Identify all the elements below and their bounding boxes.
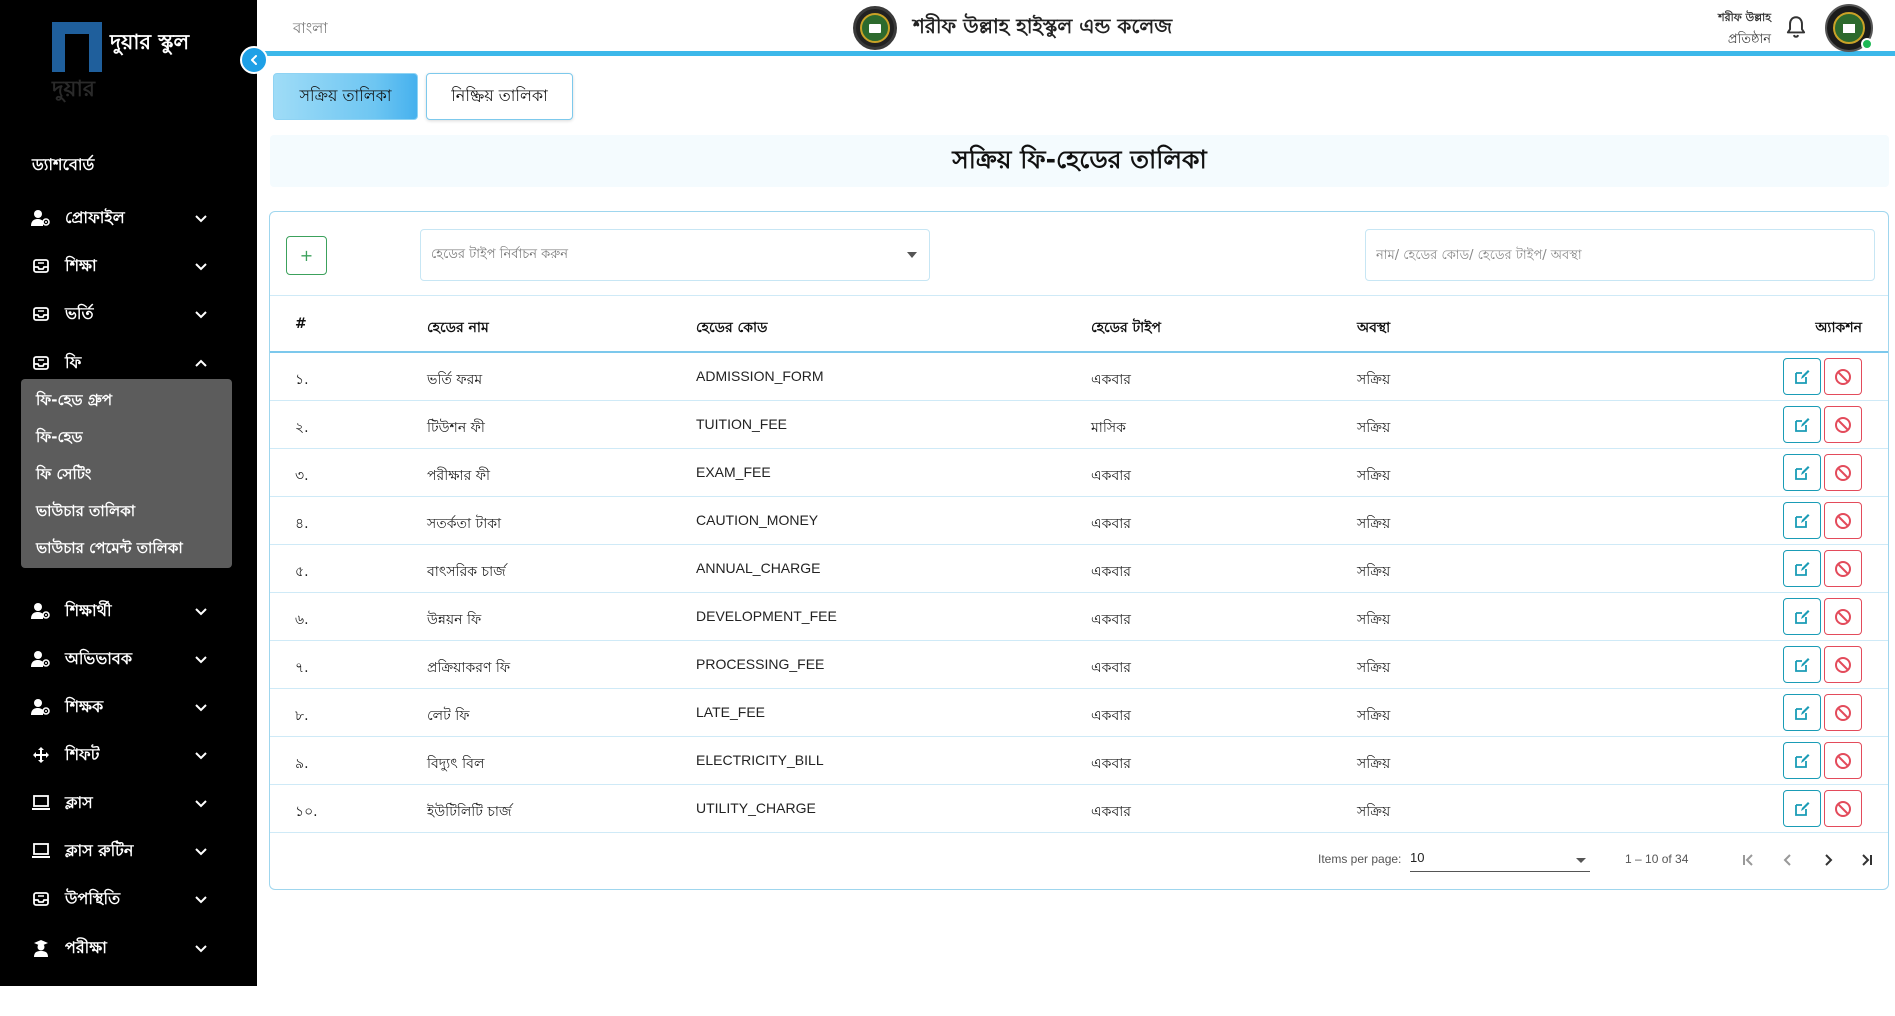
sidebar-collapse-button[interactable]	[240, 46, 268, 74]
edit-icon	[1793, 560, 1811, 578]
chevron-down-icon	[193, 699, 209, 715]
chevron-down-icon	[193, 940, 209, 956]
laptop-icon	[29, 840, 53, 862]
user-gear-icon	[29, 696, 53, 718]
table-row	[270, 545, 1888, 593]
table-row	[270, 449, 1888, 497]
deactivate-button[interactable]	[1824, 550, 1862, 587]
submenu-fee-head[interactable]: ফি-হেড	[36, 428, 83, 446]
row-head-type: একবার	[1091, 660, 1131, 676]
chevron-down-icon	[193, 210, 209, 226]
col-header-type: হেডের টাইপ	[1091, 320, 1162, 336]
sidebar-item-label: ভর্তি	[65, 303, 94, 323]
submenu-voucher-list[interactable]: ভাউচার তালিকা	[36, 502, 136, 520]
row-head-code: LATE_FEE	[696, 704, 765, 720]
head-type-select-placeholder: হেডের টাইপ নির্বাচন করুন	[431, 246, 568, 262]
sidebar-item-5[interactable]	[0, 639, 257, 679]
user-role: প্রতিষ্ঠান	[1727, 32, 1771, 47]
deactivate-button[interactable]	[1824, 358, 1862, 395]
chevron-down-icon	[193, 747, 209, 763]
page-title-banner	[270, 135, 1889, 187]
items-per-page-select[interactable]	[1410, 850, 1590, 872]
col-header-name: হেডের নাম	[427, 320, 489, 336]
first-page-icon	[1739, 851, 1757, 869]
chevron-down-icon	[193, 843, 209, 859]
tab-inactive-list[interactable]: নিষ্ক্রিয় তালিকা	[426, 73, 573, 120]
head-type-select[interactable]	[420, 229, 930, 281]
row-number: ২.	[295, 420, 309, 436]
row-head-name: উন্নয়ন ফি	[427, 612, 482, 628]
submenu-fee-setting[interactable]: ফি সেটিং	[36, 465, 92, 483]
chevron-left-icon	[1779, 851, 1797, 869]
row-head-name: বিদ্যুৎ বিল	[427, 756, 485, 772]
row-number: ১০.	[295, 804, 318, 820]
edit-button[interactable]	[1783, 358, 1821, 395]
sidebar-item-12[interactable]	[0, 976, 257, 1016]
row-number: ৮.	[295, 708, 309, 724]
edit-icon	[1793, 368, 1811, 386]
sidebar-item-7[interactable]	[0, 735, 257, 775]
deactivate-button[interactable]	[1824, 406, 1862, 443]
fee-submenu	[21, 379, 232, 568]
edit-icon	[1793, 800, 1811, 818]
ban-icon	[1834, 416, 1852, 434]
row-head-code: ELECTRICITY_BILL	[696, 752, 824, 768]
top-header	[257, 0, 1895, 56]
row-head-type: একবার	[1091, 564, 1131, 580]
sidebar-item-8[interactable]	[0, 783, 257, 823]
inbox-icon	[29, 255, 53, 277]
row-head-name: ভর্তি ফরম	[427, 372, 483, 388]
sidebar-item-0[interactable]	[0, 198, 257, 238]
row-head-type: একবার	[1091, 612, 1131, 628]
row-head-code: ANNUAL_CHARGE	[696, 560, 821, 576]
ban-icon	[1834, 656, 1852, 674]
dropdown-caret-icon	[1576, 858, 1586, 863]
chevron-up-icon	[193, 355, 209, 371]
sidebar-item-10[interactable]	[0, 879, 257, 919]
row-head-name: বাৎসরিক চার্জ	[427, 564, 506, 580]
add-fee-head-button[interactable]: +	[286, 236, 327, 275]
sidebar-item-label: শিফট	[65, 744, 100, 764]
submenu-voucher-payment-list[interactable]: ভাউচার পেমেন্ট তালিকা	[36, 539, 183, 557]
row-head-name: সতর্কতা টাকা	[427, 516, 502, 532]
col-header-code: হেডের কোড	[696, 320, 768, 336]
row-head-code: PROCESSING_FEE	[696, 656, 825, 672]
row-head-type: একবার	[1091, 756, 1131, 772]
user-info	[1718, 9, 1771, 51]
deactivate-button[interactable]	[1824, 454, 1862, 491]
inbox-icon	[29, 352, 53, 374]
school-name: শরীফ উল্লাহ হাইস্কুল এন্ড কলেজ	[913, 13, 1173, 38]
edit-button[interactable]	[1783, 598, 1821, 635]
sidebar-item-11[interactable]	[0, 928, 257, 968]
first-page-button[interactable]	[1735, 847, 1761, 873]
table-row	[270, 785, 1888, 833]
sidebar-item-2[interactable]	[0, 294, 257, 334]
filter-bar	[270, 212, 1888, 296]
row-head-code: TUITION_FEE	[696, 416, 788, 432]
edit-button[interactable]	[1783, 694, 1821, 731]
col-header-action: অ্যাকশন	[1815, 320, 1862, 336]
deactivate-button[interactable]	[1824, 502, 1862, 539]
items-per-page-value: 10	[1410, 850, 1425, 865]
edit-button[interactable]	[1783, 406, 1821, 443]
ban-icon	[1834, 464, 1852, 482]
chevron-down-icon	[193, 651, 209, 667]
row-status: সক্রিয়	[1357, 468, 1391, 484]
sidebar-item-6[interactable]	[0, 687, 257, 727]
sidebar-item-label: উপস্থিতি	[65, 888, 121, 908]
table-header	[270, 296, 1888, 353]
user-gear-icon	[29, 600, 53, 622]
language-toggle[interactable]: বাংলা	[293, 19, 328, 37]
chevron-down-icon	[193, 306, 209, 322]
edit-icon	[1793, 608, 1811, 626]
edit-button[interactable]	[1783, 790, 1821, 827]
sidebar-item-1[interactable]	[0, 246, 257, 286]
row-number: ৭.	[295, 660, 309, 676]
row-head-name: প্রক্রিয়াকরণ ফি	[427, 660, 511, 676]
inbox-icon	[29, 303, 53, 325]
row-head-code: EXAM_FEE	[696, 464, 771, 480]
sidebar-item-label: শিক্ষার্থী	[65, 600, 112, 620]
edit-button[interactable]	[1783, 502, 1821, 539]
row-status: সক্রিয়	[1357, 612, 1391, 628]
deactivate-button[interactable]	[1824, 790, 1862, 827]
ban-icon	[1834, 368, 1852, 386]
chevron-down-icon	[193, 795, 209, 811]
graduate-icon	[29, 985, 53, 1007]
row-head-code: UTILITY_CHARGE	[696, 800, 816, 816]
school-logo-icon	[853, 6, 897, 50]
row-head-type: একবার	[1091, 372, 1131, 388]
deactivate-button[interactable]	[1824, 694, 1862, 731]
row-status: সক্রিয়	[1357, 516, 1391, 532]
sidebar-item-label: শিক্ষা	[65, 255, 97, 275]
sidebar-item-9[interactable]	[0, 831, 257, 871]
last-page-button[interactable]	[1854, 847, 1880, 873]
edit-button[interactable]	[1783, 742, 1821, 779]
row-head-type: একবার	[1091, 804, 1131, 820]
table-row	[270, 353, 1888, 401]
table-row	[270, 593, 1888, 641]
search-input[interactable]	[1366, 230, 1874, 280]
edit-icon	[1793, 752, 1811, 770]
user-gear-icon	[29, 207, 53, 229]
sidebar-item-label: পরীক্ষা	[65, 937, 107, 957]
row-head-type: একবার	[1091, 468, 1131, 484]
chevron-down-icon	[193, 258, 209, 274]
dropdown-caret-icon	[907, 252, 917, 258]
row-status: সক্রিয়	[1357, 372, 1391, 388]
brand-ghost-text: দুয়ার	[52, 77, 95, 102]
edit-icon	[1793, 512, 1811, 530]
sidebar-item-4[interactable]	[0, 591, 257, 631]
row-number: ৫.	[295, 564, 309, 580]
paginator	[270, 833, 1888, 889]
chevron-right-icon	[1819, 851, 1837, 869]
row-head-type: মাসিক	[1091, 420, 1126, 436]
notification-bell-icon[interactable]	[1783, 14, 1809, 40]
search-field[interactable]	[1365, 229, 1875, 281]
edit-button[interactable]	[1783, 646, 1821, 683]
brand-name: দুয়ার স্কুল	[110, 30, 190, 54]
sidebar-item-label: প্রোফাইল	[65, 207, 125, 227]
table-row	[270, 401, 1888, 449]
online-status-dot	[1861, 38, 1873, 50]
sidebar-item-3[interactable]	[0, 343, 257, 383]
row-status: সক্রিয়	[1357, 420, 1391, 436]
row-status: সক্রিয়	[1357, 756, 1391, 772]
items-per-page-label: Items per page:	[1318, 852, 1402, 866]
row-status: সক্রিয়	[1357, 708, 1391, 724]
row-number: ৩.	[295, 468, 309, 484]
ban-icon	[1834, 608, 1852, 626]
ban-icon	[1834, 800, 1852, 818]
school-title	[853, 6, 1172, 50]
edit-icon	[1793, 464, 1811, 482]
sidebar-item-label: ক্লাস রুটিন	[65, 840, 134, 860]
row-head-code: ADMISSION_FORM	[696, 368, 824, 384]
row-head-name: টিউশন ফী	[427, 420, 485, 436]
inbox-icon	[29, 888, 53, 910]
sidebar-item-label: ফি	[65, 352, 82, 372]
laptop-icon	[29, 792, 53, 814]
chevron-down-icon	[193, 988, 209, 1004]
row-number: ৬.	[295, 612, 309, 628]
row-status: সক্রিয়	[1357, 660, 1391, 676]
col-header-number: #	[295, 316, 307, 332]
row-head-name: পরীক্ষার ফী	[427, 468, 490, 484]
table-row	[270, 641, 1888, 689]
sidebar-item-label: শিক্ষক	[65, 696, 104, 716]
sidebar-item-dashboard[interactable]: ড্যাশবোর্ড	[32, 155, 95, 174]
edit-icon	[1793, 704, 1811, 722]
table-row	[270, 689, 1888, 737]
edit-button[interactable]	[1783, 550, 1821, 587]
chevron-down-icon	[193, 891, 209, 907]
submenu-fee-head-group[interactable]: ফি-হেড গ্রুপ	[36, 391, 113, 409]
row-number: ৯.	[295, 756, 309, 772]
row-status: সক্রিয়	[1357, 804, 1391, 820]
next-page-button[interactable]	[1815, 847, 1841, 873]
row-head-code: CAUTION_MONEY	[696, 512, 819, 528]
sidebar-item-label: অভিভাবক	[65, 648, 133, 668]
user-name: শরীফ উল্লাহ	[1718, 11, 1771, 24]
col-header-status: অবস্থা	[1357, 320, 1391, 336]
sidebar-item-label: ফলাফল	[65, 985, 117, 1005]
row-head-type: একবার	[1091, 516, 1131, 532]
deactivate-button[interactable]	[1824, 646, 1862, 683]
sidebar	[0, 0, 257, 1005]
brand-logo-icon	[52, 22, 102, 72]
ban-icon	[1834, 512, 1852, 530]
deactivate-button[interactable]	[1824, 598, 1862, 635]
fee-head-table-card	[269, 211, 1889, 890]
deactivate-button[interactable]	[1824, 742, 1862, 779]
row-status: সক্রিয়	[1357, 564, 1391, 580]
table-row	[270, 497, 1888, 545]
row-number: ৪.	[295, 516, 309, 532]
brand[interactable]	[52, 22, 189, 72]
page-range: 1 – 10 of 34	[1625, 852, 1689, 866]
edit-icon	[1793, 656, 1811, 674]
ban-icon	[1834, 704, 1852, 722]
ban-icon	[1834, 752, 1852, 770]
tab-active-list[interactable]: সক্রিয় তালিকা	[273, 73, 418, 120]
ban-icon	[1834, 560, 1852, 578]
row-head-name: ইউটিলিটি চার্জ	[427, 804, 512, 820]
chevron-down-icon	[193, 603, 209, 619]
edit-icon	[1793, 416, 1811, 434]
row-head-code: DEVELOPMENT_FEE	[696, 608, 837, 624]
table-row	[270, 737, 1888, 785]
edit-button[interactable]	[1783, 454, 1821, 491]
move-icon	[29, 744, 53, 766]
user-gear-icon	[29, 648, 53, 670]
chevron-left-icon	[248, 54, 260, 66]
last-page-icon	[1858, 851, 1876, 869]
previous-page-button[interactable]	[1775, 847, 1801, 873]
sidebar-item-label: ক্লাস	[65, 792, 93, 812]
row-head-type: একবার	[1091, 708, 1131, 724]
graduate-icon	[29, 937, 53, 959]
row-number: ১.	[295, 372, 309, 388]
row-head-name: লেট ফি	[427, 708, 470, 724]
page-title: সক্রিয় ফি-হেডের তালিকা	[952, 144, 1207, 174]
